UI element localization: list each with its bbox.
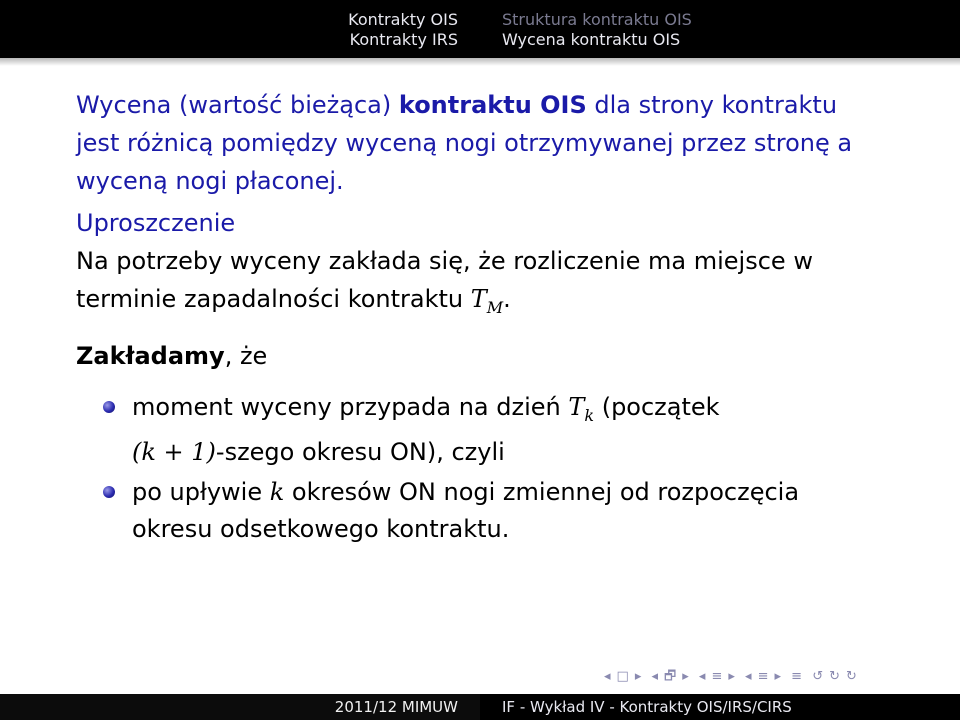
subsection-nav-right bbox=[502, 10, 692, 50]
term-wycena: Wycena bbox=[76, 91, 172, 119]
slide-content bbox=[76, 86, 876, 551]
footer-right bbox=[480, 694, 960, 720]
section-icon[interactable]: ≡ bbox=[711, 669, 723, 684]
term-kontraktu-ois: kontraktu OIS bbox=[398, 91, 587, 119]
beamer-navigation-symbols bbox=[604, 667, 944, 689]
footer-title: IF - Wykład IV - Kontrakty OIS/IRS/CIRS bbox=[502, 698, 792, 716]
nav-next-subsection-icon[interactable]: ▸ bbox=[682, 669, 689, 684]
block-title: Uproszczenie bbox=[76, 209, 236, 237]
math-sub-k: k bbox=[584, 405, 595, 425]
definition-text-3: jest różnicą pomiędzy wyceną nogi otrzymywanej przez stronę a wyceną nogi płaconej. bbox=[76, 129, 853, 195]
item-text: moment wyceny przypada na dzień bbox=[132, 392, 569, 421]
nav-next-doc-icon[interactable]: ▸ bbox=[774, 669, 781, 684]
align-icon[interactable]: ≡ bbox=[791, 669, 803, 684]
assumption-list bbox=[76, 389, 876, 548]
math-T: T bbox=[470, 285, 487, 313]
bullet-icon bbox=[103, 486, 115, 498]
nav-struktura-kontraktu-ois[interactable]: Struktura kontraktu OIS bbox=[502, 10, 692, 29]
redo-icon[interactable]: ↻ bbox=[829, 669, 840, 684]
footer-bar bbox=[0, 694, 960, 720]
nav-next-frame-icon[interactable]: ▸ bbox=[634, 669, 642, 684]
definition-text-1: (wartość bieżąca) bbox=[171, 91, 399, 119]
block-body-tail: . bbox=[503, 285, 511, 313]
math-sub-M: M bbox=[486, 297, 504, 317]
nav-prev-doc-icon[interactable]: ◂ bbox=[745, 669, 752, 684]
list-item bbox=[76, 474, 876, 548]
item-text: po upływie bbox=[132, 477, 270, 506]
math-T: T bbox=[568, 392, 585, 421]
subsection-icon[interactable]: 🗗 bbox=[664, 669, 677, 684]
header-bar bbox=[0, 0, 960, 58]
assumption-bold: Zakładamy bbox=[76, 341, 225, 370]
footer-left bbox=[0, 694, 480, 720]
math-k-plus-1: (k + 1) bbox=[132, 437, 216, 466]
nav-prev-subsection-icon[interactable]: ◂ bbox=[651, 669, 659, 684]
nav-prev-frame-icon[interactable]: ◂ bbox=[604, 669, 611, 684]
definition-text-2: dla strony kontraktu bbox=[586, 91, 838, 119]
nav-prev-section-icon[interactable]: ◂ bbox=[698, 669, 706, 684]
undo-icon[interactable]: ↺ bbox=[812, 669, 824, 684]
item-text: (początek bbox=[594, 392, 720, 421]
item-text: okresów ON nogi zmiennej od rozpoczęcia okresu odsetkowego kontraktu. bbox=[132, 477, 800, 543]
nav-kontrakty-irs[interactable]: Kontrakty IRS bbox=[349, 30, 458, 49]
nav-wycena-kontraktu-ois[interactable]: Wycena kontraktu OIS bbox=[502, 30, 681, 49]
header-shadow bbox=[0, 58, 960, 66]
definition-paragraph bbox=[76, 86, 876, 200]
frame-icon[interactable]: □ bbox=[616, 669, 629, 684]
footer-date-institution: 2011/12 MIMUW bbox=[334, 698, 458, 716]
list-item bbox=[76, 389, 876, 471]
nav-kontrakty-ois[interactable]: Kontrakty OIS bbox=[348, 10, 458, 29]
item-text: -szego okresu ON), czyli bbox=[215, 437, 505, 466]
block-body bbox=[76, 242, 876, 327]
section-nav-left bbox=[348, 10, 458, 50]
search-icon[interactable]: ↻ bbox=[846, 669, 857, 684]
block-body-text: Na potrzeby wyceny zakłada się, że rozliczenie ma miejsce w terminie zapadalności kontraktu bbox=[76, 247, 813, 313]
assumption-heading bbox=[76, 337, 876, 375]
bullet-icon bbox=[103, 401, 115, 413]
doc-icon[interactable]: ≡ bbox=[757, 669, 769, 684]
math-k: k bbox=[269, 477, 285, 506]
assumption-rest: , że bbox=[224, 341, 268, 370]
nav-next-section-icon[interactable]: ▸ bbox=[728, 669, 735, 684]
